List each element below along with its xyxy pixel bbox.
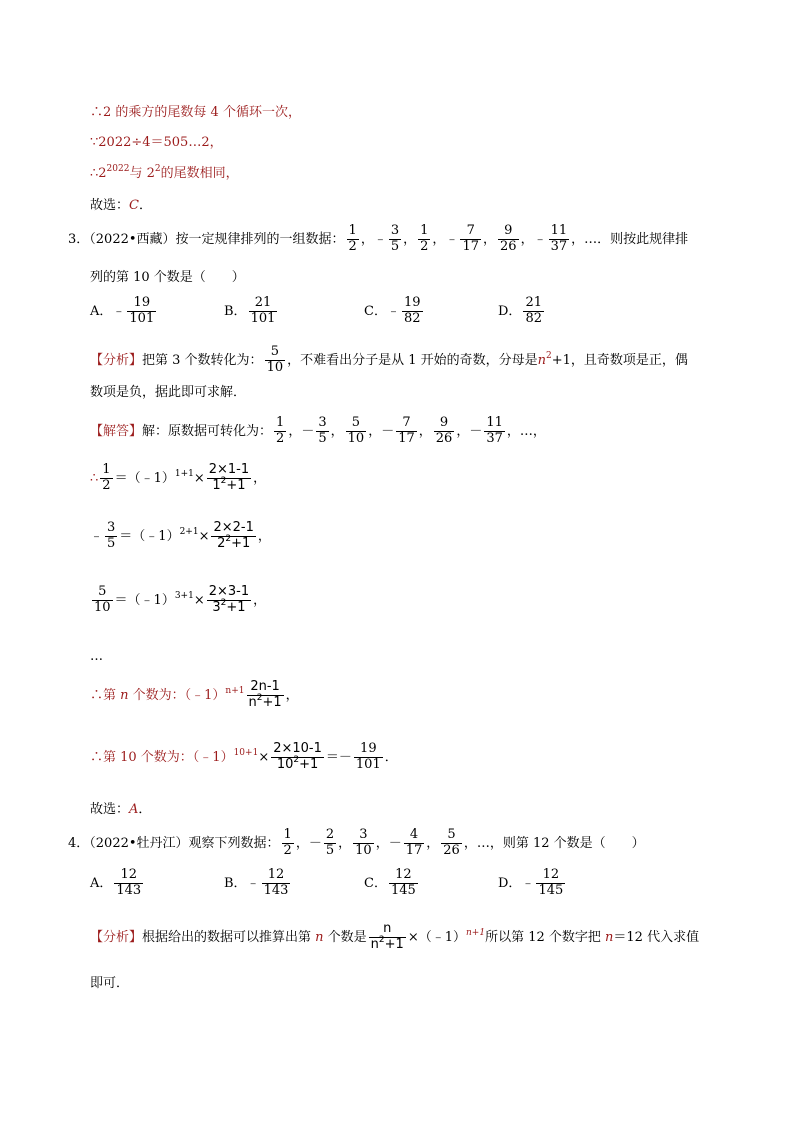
q3-dots: … [90,649,103,664]
sequence-term: ， $\frac{1}{2}$ [403,223,429,254]
denominator: 143 [263,882,289,898]
intro-line-2: ∵2022÷4＝505…2， [90,135,223,150]
fraction [249,296,278,327]
numerator: 21 [249,296,278,312]
sign: ﹣ [521,875,535,891]
sequence-term [521,295,546,326]
denominator: 37 [486,430,503,446]
numerator: 7 [396,416,417,432]
sequence-term: ， $\frac{3}{10}$ [338,827,372,858]
fraction [536,868,565,899]
sequence-term: ，－ $\frac{7}{17}$ [368,415,415,446]
sequence-term [280,827,296,858]
option-d[interactable] [498,296,546,327]
fraction [460,224,481,255]
q4-sequence [280,827,464,858]
denominator: 145 [538,882,564,898]
numerator: 12 [389,868,418,884]
numerator: 19 [127,296,156,312]
sequence-term: ，－ $\frac{2}{5}$ [295,827,335,858]
denominator: 26 [500,238,517,254]
denominator: 5 [318,430,327,446]
numerator: 11 [550,223,568,238]
q3-nth: ∴第 n 个数为：（﹣1）$^{n+1}$ $\frac{2n-1}{n^2+1}$ ， [90,679,299,710]
fraction [262,868,291,899]
fraction [523,296,544,327]
denominator: 17 [462,238,479,254]
sign: － [388,835,402,851]
sequence-term: ， $\frac{5}{26}$ [426,827,460,858]
q3-stem-line-2: 列的第 10 个数是（ ） [90,270,245,285]
denominator: 2 [420,238,429,254]
option-b[interactable] [224,296,279,327]
denominator: 2 [276,430,285,446]
sequence-term: ，﹣ $\frac{11}{37}$ [520,223,568,254]
fraction [389,224,401,255]
q3-analysis: 【分析】把第 3 个数转化为： $\frac{5}{10}$ ，不难看出分子是从 1 开始的奇数，分母是$n^2+1$，且奇数项是正，偶 [90,344,688,375]
numerator: 12 [536,868,565,884]
q3-eq-2: ﹣ $\frac{3}{5}$ ＝（﹣1）$^{2+1}$× $\frac{2\times 2-1}{2^2+1}$ ， [90,520,271,551]
fraction [282,828,294,859]
q4-analysis-line-2: 即可． [90,976,130,991]
option-label: B． [224,303,247,319]
sequence-term [521,867,567,898]
numerator: 11 [486,415,503,430]
q4-analysis: 【分析】根据给出的数据可以推算出第 n 个数是 $\frac{n}{n^2+1}$ ×（﹣1）$^{n+1}$所以第 12 个数字把 n＝12 代入求值 [90,921,700,952]
option-label: C． [364,875,387,891]
denominator: 143 [116,882,142,898]
sequence-term: ， $\frac{9}{26}$ [418,415,453,446]
sequence-term [387,867,420,898]
fraction [441,828,462,859]
numerator: 5 [346,416,367,432]
fraction [396,416,417,447]
fraction [402,296,423,327]
denominator: 82 [403,310,421,326]
sign: ﹣ [112,303,126,319]
fraction [404,828,425,859]
fraction [484,416,505,447]
sign: ﹣ [533,231,547,247]
numerator: 1 [283,827,292,842]
sign: ﹣ [246,875,260,891]
option-label: C． [364,303,387,319]
denominator: 101 [250,310,276,326]
numerator: 1 [276,415,285,430]
q4-stem: 4．（2022•牡丹江）观察下列数据： $\frac{1}{2}$ ，－ $\frac{2}{5}$ ， $\frac{3}{10}$ ，－ $\frac{4}{17}$ ， $\frac{5}{26}$ ，…，则第 12 个数是（ ） [68,827,645,858]
denominator: 37 [550,238,568,254]
denominator: 26 [435,430,453,446]
denominator: 82 [525,310,542,326]
option-label: B． [224,875,247,891]
denominator: 2 [348,238,357,254]
denominator: 5 [390,238,400,254]
numerator: 19 [403,295,421,310]
sequence-term [112,867,145,898]
sequence-term [247,295,280,326]
option-label: A． [90,303,113,319]
q3-answer: 【解答】解：原数据可转化为： $\frac{1}{2}$ ，－ $\frac{3}{5}$ ， $\frac{5}{10}$ ，－ $\frac{7}{17}$ ， $\frac{9}{26}$ ，－ $\frac{11}{37}$ ，…， [90,415,546,446]
fraction [127,296,156,327]
sequence-term: ， $\frac{9}{26}$ [483,223,517,254]
sequence-term: ，－ $\frac{4}{17}$ [375,827,423,858]
q3-eq-1: ∴ $\frac{1}{2}$ ＝（﹣1）$^{1+1}$× $\frac{2\times 1-1}{1^2+1}$ ， [90,462,267,493]
option-a[interactable] [90,868,145,899]
option-label: A． [90,875,113,891]
q3-analysis-line-2: 数项是负，据此即可求解． [90,385,247,400]
fraction [498,224,519,255]
denominator: 17 [405,842,423,858]
numerator: 12 [114,868,143,884]
sign: ﹣ [386,303,400,319]
numerator: 9 [498,224,519,240]
sequence-term [112,295,158,326]
numerator: 3 [353,828,374,844]
sign: ﹣ [373,231,387,247]
fraction [549,224,570,255]
numerator: 21 [525,295,542,310]
numerator: 12 [262,868,291,884]
denominator: 10 [355,842,372,858]
denominator: 10 [347,430,365,446]
q3-eq-3: $\frac{5}{10}$ ＝（﹣1）$^{3+1}$× $\frac{2\times 3-1}{3^2+1}$ ， [94,584,267,615]
fraction [114,868,143,899]
option-c[interactable] [364,868,420,899]
sign: － [308,835,322,851]
option-d[interactable] [498,868,567,899]
numerator: 1 [348,223,357,238]
sequence-term: ，﹣ $\frac{3}{5}$ [360,223,400,254]
fraction [434,416,455,447]
intro-line-1: ∴2 的乘方的尾数每 4 个循环一次， [90,105,301,120]
fraction [353,828,374,859]
fraction [346,416,367,447]
sign: － [301,423,315,439]
denominator: 145 [390,882,416,898]
fraction [347,224,359,255]
sequence-term: ，－ $\frac{3}{5}$ [288,415,327,446]
fraction [389,868,418,899]
fraction [418,224,430,255]
option-label: D． [498,875,522,891]
q3-choice: 故选：A． [90,802,152,817]
intro-line-3: $\therefore 2^{2022}$与 $2^2$的尾数相同， [90,164,239,181]
fraction [274,416,286,447]
sequence-term [246,867,293,898]
numerator: 9 [434,416,455,432]
numerator: 2 [325,827,335,842]
numerator: 3 [390,223,400,238]
q3-tenth: ∴第 10 个数为：（﹣1）$^{10+1}$× $\frac{2\times 10-1}{10^2+1}$ ＝－ $\frac{19}{101}$ ． [90,741,398,772]
fraction [316,416,328,447]
sign: － [469,423,483,439]
numerator: 4 [404,828,425,844]
numerator: 7 [460,224,481,240]
sequence-term: ，﹣ $\frac{7}{17}$ [432,223,479,254]
denominator: 101 [129,310,155,326]
q3-stem: 3．（2022•西藏）按一定规律排列的一组数据： $\frac{1}{2}$ ，﹣ $\frac{3}{5}$ ， $\frac{1}{2}$ ，﹣ $\frac{7}{17}$ ， $\frac{9}{26}$ ，﹣ $\frac{11}{37}$ ，…．则按此规律排 [68,223,689,254]
sequence-term [272,415,288,446]
denominator: 2 [283,842,292,858]
fraction [324,828,336,859]
sign: ﹣ [445,231,459,247]
sequence-term: ， $\frac{5}{10}$ [330,415,365,446]
denominator: 5 [325,842,335,858]
option-c[interactable] [364,296,425,327]
option-a[interactable] [90,296,158,327]
numerator: 5 [441,828,462,844]
option-label: D． [498,303,522,319]
q3-sequence [345,223,572,254]
numerator: 1 [420,223,429,238]
denominator: 17 [398,430,415,446]
option-b[interactable] [224,868,292,899]
intro-choice: 故选：C． [90,198,152,213]
sign: － [381,423,395,439]
sequence-term: ，－ $\frac{11}{37}$ [456,415,503,446]
denominator: 26 [443,842,460,858]
sequence-term [386,295,425,326]
sequence-term [345,223,361,254]
numerator: 3 [318,415,327,430]
